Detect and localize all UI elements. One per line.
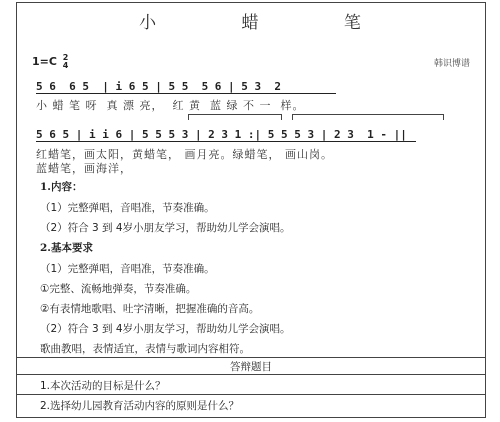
table-header: 答辩题目 — [230, 361, 272, 373]
underline-row1 — [36, 93, 336, 94]
score-row1-lyrics: 小 蜡 笔 呀 真 漂 亮， 红 黄 蓝 绿 不 一 样。 — [36, 99, 305, 112]
content-line-5: ②有表情地歌唱、吐字清晰，把握准确的音高。 — [40, 303, 260, 315]
volta-bracket-1 — [188, 114, 282, 120]
heading-requirements: 2.基本要求 — [40, 242, 93, 254]
score-row2-lyrics2: 蓝蜡笔，画海洋， — [36, 162, 132, 175]
time-signature — [63, 54, 69, 70]
question-1: 1.本次活动的目标是什么？ — [40, 380, 166, 392]
content-line-1: （1）完整弹唱，音唱准，节奏准确。 — [40, 202, 215, 214]
time-top: 2 — [62, 53, 69, 62]
score-row2-notes: 5 6 5 | i i 6 | 5 5 5 3 | 2 3 1 :| 5 5 5 3 | 2 3 1 - || — [36, 128, 407, 141]
content-line-3: （1）完整弹唱，音唱准，节奏准确。 — [40, 263, 215, 275]
author-credit: 韩识博谱 — [433, 59, 470, 69]
score-row2-lyrics1: 红蜡笔，画太阳，黄蜡笔， 画月亮。绿蜡笔， 画山岗。 — [36, 148, 333, 161]
time-bottom: 4 — [62, 61, 69, 70]
table-divider-2 — [16, 394, 486, 395]
score-row1-notes: 5 6 6 5 | i 6 5 | 5 5 5 6 | 5 3 2 — [36, 80, 282, 93]
table-divider-1 — [16, 374, 486, 375]
song-title: 小 蜡 笔 — [139, 13, 401, 33]
content-line-6: （2）符合 3 到 4岁小朋友学习，帮助幼儿学会演唱。 — [40, 323, 291, 335]
content-line-2: （2）符合 3 到 4岁小朋友学习，帮助幼儿学会演唱。 — [40, 222, 291, 234]
underline-row2 — [36, 141, 416, 142]
content-line-4: ①完整、流畅地弹奏，节奏准确。 — [40, 283, 197, 295]
heading-content: 1.内容： — [40, 181, 83, 193]
key-text: 1=C — [32, 55, 57, 68]
content-line-7: 歌曲教唱，表情适宜，表情与歌词内容相符。 — [40, 343, 250, 355]
question-2: 2.选择幼儿园教育活动内容的原则是什么？ — [40, 400, 240, 412]
table-top-border — [16, 357, 486, 358]
key-signature — [32, 54, 68, 70]
volta-bracket-2 — [292, 114, 444, 120]
